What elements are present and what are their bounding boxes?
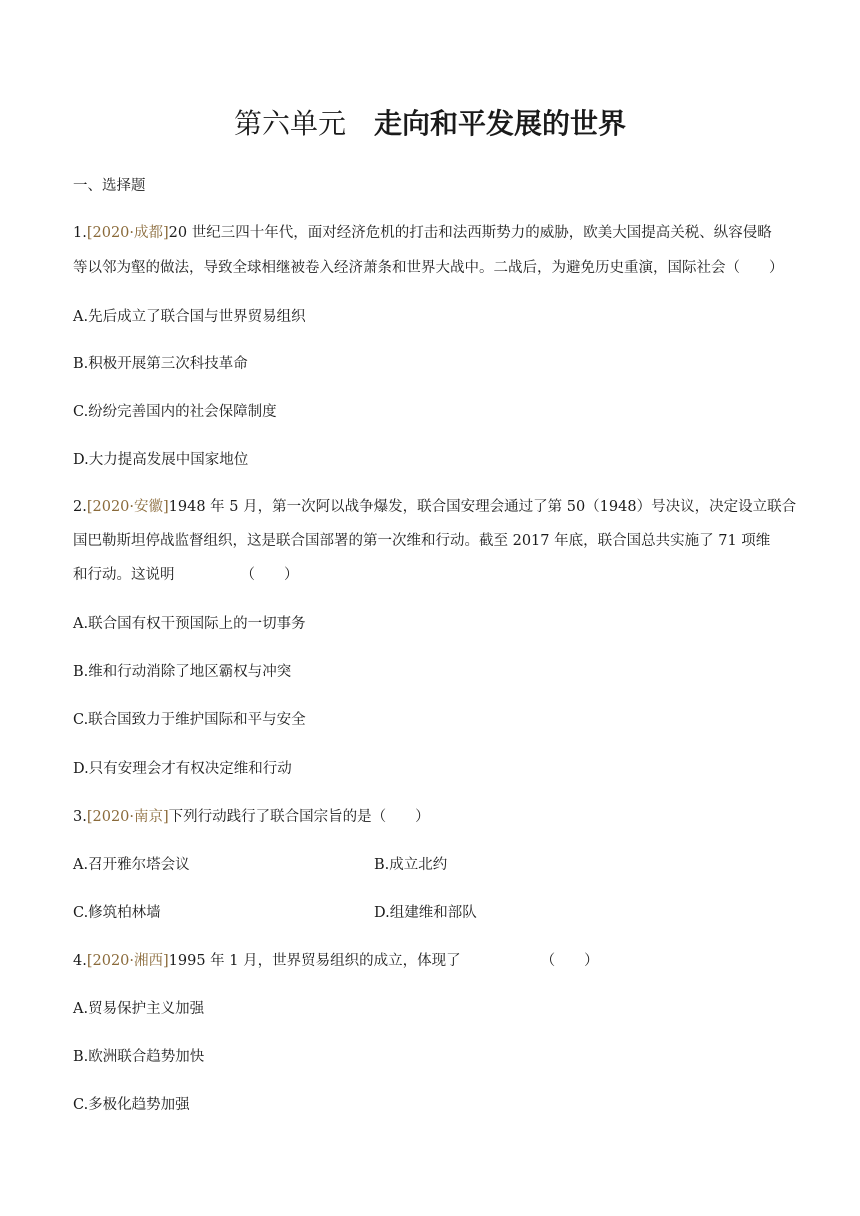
answer-blank: （ ）: [240, 567, 299, 583]
question-4-line-1: [73, 950, 599, 972]
question-4-option-b: B.欧洲联合趋势加快: [73, 1049, 205, 1065]
question-text: 1948 年 5 月，第一次阿以战争爆发，联合国安理会通过了第 50（1948）号决议，决定设立联合: [168, 499, 797, 515]
section-heading: 一、选择题: [73, 178, 146, 194]
question-text: 20 世纪三四十年代，面对经济危机的打击和法西斯势力的威胁，欧美大国提高关税、纵容侵略: [168, 225, 772, 241]
question-2-option-c: C.联合国致力于维护国际和平与安全: [73, 712, 306, 728]
question-3-line-1: [73, 806, 430, 828]
question-2-line-1: [73, 496, 796, 518]
question-1-option-d: D.大力提高发展中国家地位: [73, 452, 249, 468]
question-2-option-b: B.维和行动消除了地区霸权与冲突: [73, 664, 292, 680]
question-1-option-b: B.积极开展第三次科技革命: [73, 356, 248, 372]
question-3-option-a: A.召开雅尔塔会议: [73, 857, 190, 873]
question-3-option-b: B.成立北约: [374, 857, 448, 873]
page-title: [0, 104, 860, 144]
question-source: [2020·成都]: [86, 225, 169, 241]
question-1-line-2: 等以邻为壑的做法，导致全球相继被卷入经济萧条和世界大战中。二战后，为避免历史重演，国际社会（ ）: [73, 260, 784, 276]
question-text: 1995 年 1 月，世界贸易组织的成立，体现了: [168, 953, 461, 969]
question-number: 1.: [73, 225, 87, 241]
question-number: 4.: [73, 953, 87, 969]
question-4-option-c: C.多极化趋势加强: [73, 1097, 190, 1113]
unit-topic: 走向和平发展的世界: [374, 107, 627, 140]
question-text: 下列行动践行了联合国宗旨的是（ ）: [168, 809, 430, 825]
question-source: [2020·安徽]: [86, 499, 169, 515]
question-3-option-d: D.组建维和部队: [374, 905, 477, 921]
question-2-option-d: D.只有安理会才有权决定维和行动: [73, 761, 292, 777]
question-2-line-3: [73, 564, 299, 586]
question-3-option-c: C.修筑柏林墙: [73, 905, 161, 921]
question-text: 和行动。这说明: [73, 567, 175, 583]
question-number: 3.: [73, 809, 87, 825]
unit-label: 第六单元: [233, 107, 346, 140]
question-source: [2020·南京]: [86, 809, 169, 825]
question-1-option-c: C.纷纷完善国内的社会保障制度: [73, 404, 277, 420]
question-source: [2020·湘西]: [86, 953, 169, 969]
question-1-option-a: A.先后成立了联合国与世界贸易组织: [73, 309, 306, 325]
answer-blank: （ ）: [540, 953, 599, 969]
question-1-line-1: [73, 222, 772, 244]
question-2-line-2: 国巴勒斯坦停战监督组织，这是联合国部署的第一次维和行动。截至 2017 年底，联合国总共实施了 71 项维: [73, 533, 771, 549]
question-number: 2.: [73, 499, 87, 515]
question-2-option-a: A.联合国有权干预国际上的一切事务: [73, 616, 306, 632]
question-4-option-a: A.贸易保护主义加强: [73, 1001, 205, 1017]
